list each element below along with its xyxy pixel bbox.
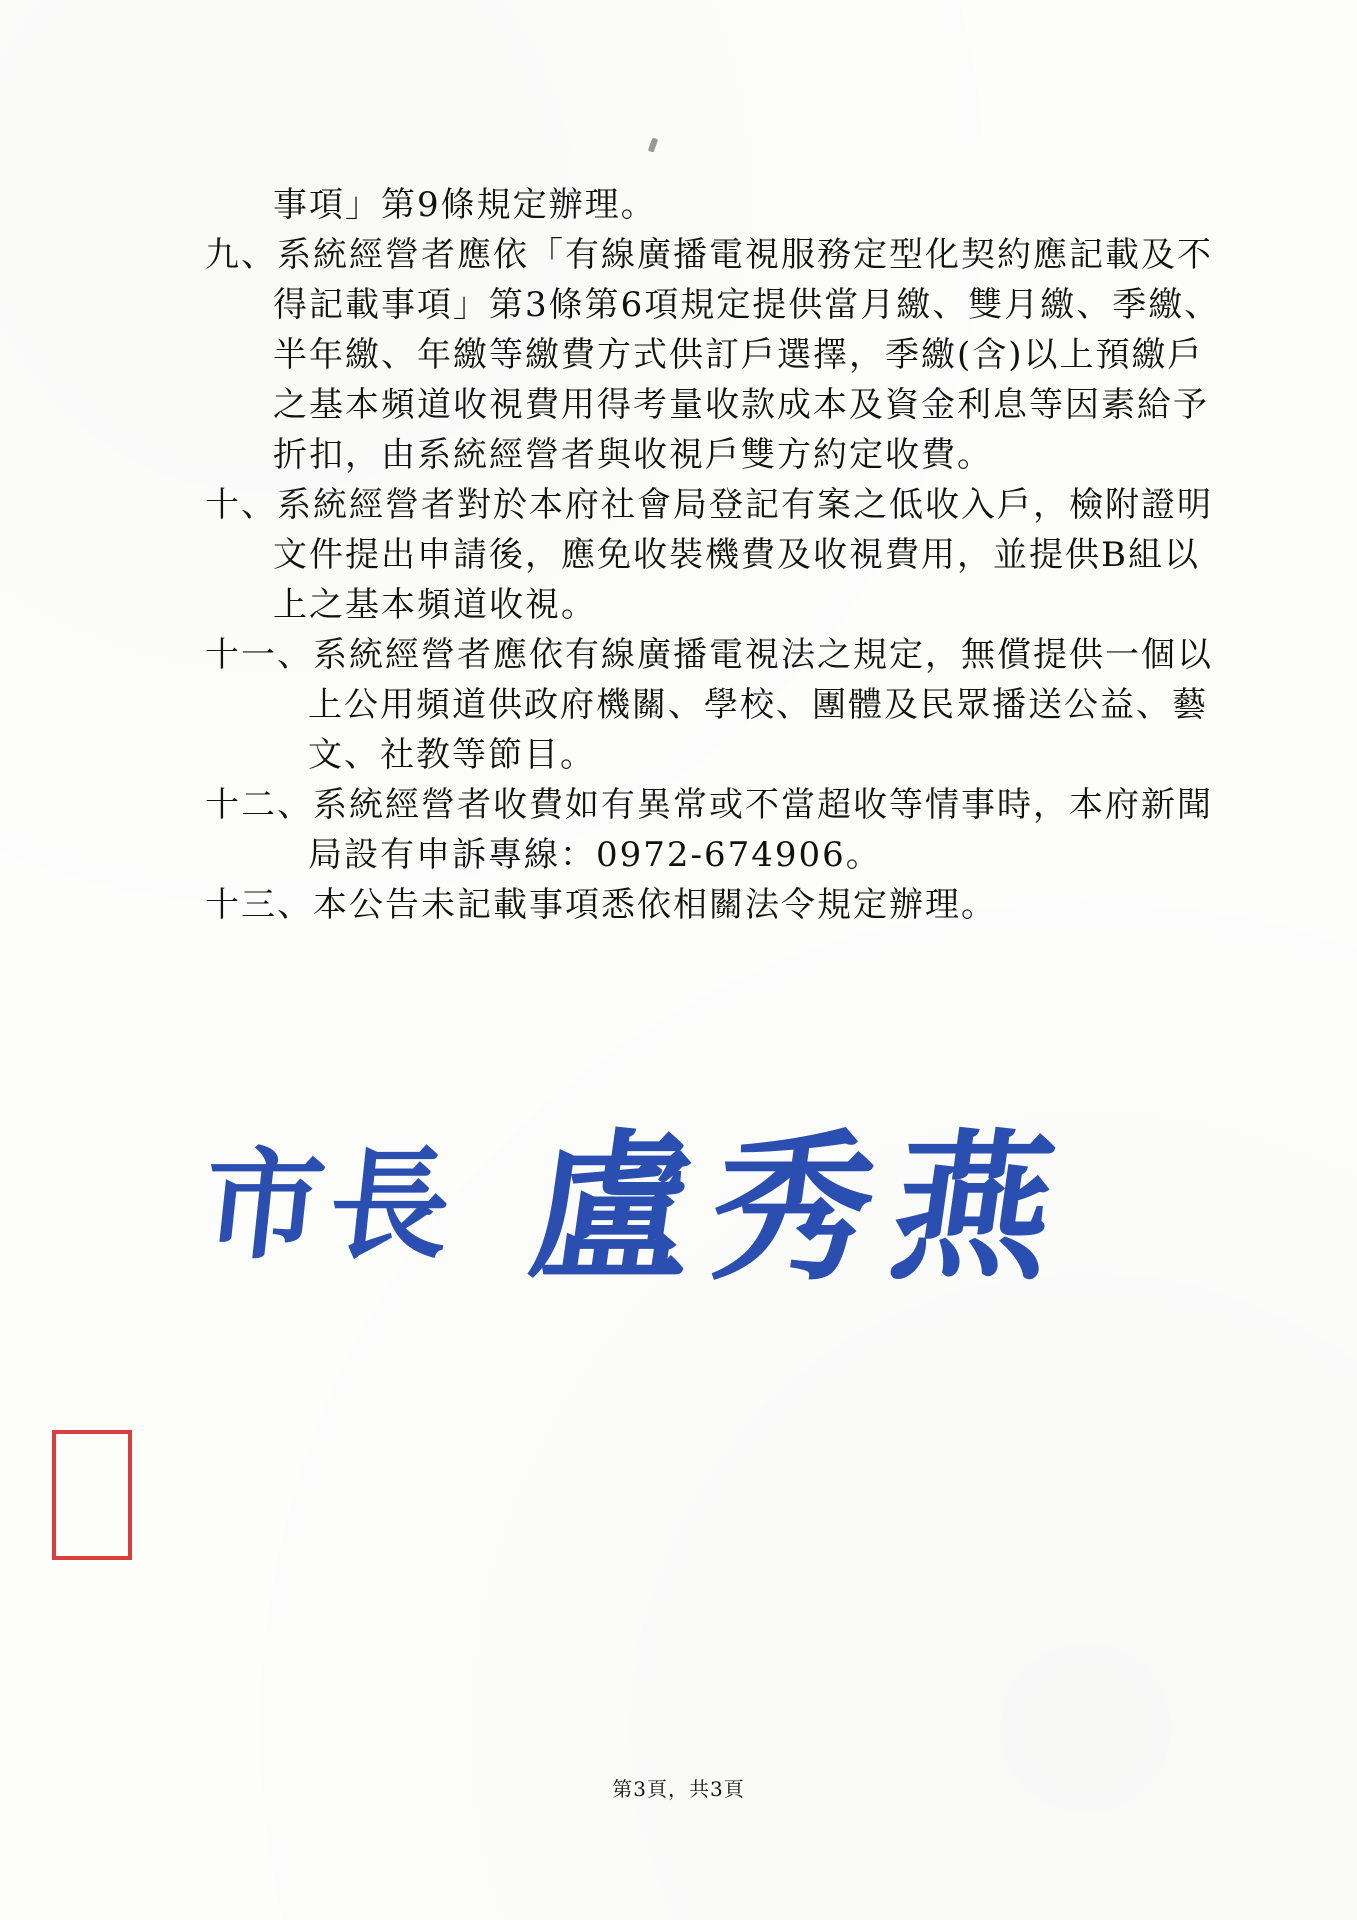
item-12 — [205, 780, 1213, 880]
item-line: 十二、系統經營者收費如有異常或不當超收等情事時，本府新聞 — [205, 785, 1213, 825]
item-line: 局設有申訴專線：0972-674906。 — [308, 835, 882, 875]
mayor-signature — [196, 1080, 1105, 1302]
item-line: 折扣，由系統經營者與收視戶雙方約定收費。 — [273, 435, 993, 475]
continuation-line: 事項」第9條規定辦理。 — [273, 185, 657, 225]
item-line: 文、社教等節目。 — [308, 735, 596, 775]
item-line: 十三、本公告未記載事項悉依相關法令規定辦理。 — [205, 885, 997, 925]
page-number: 第3頁，共3頁 — [612, 1777, 745, 1801]
item-line: 十一、系統經營者應依有線廣播電視法之規定，無償提供一個以 — [205, 635, 1213, 675]
item-line: 上公用頻道供政府機關、學校、團體及民眾播送公益、藝 — [308, 685, 1208, 725]
item-13 — [205, 880, 1195, 930]
item-line: 十、系統經營者對於本府社會局登記有案之低收入戶，檢附證明 — [205, 485, 1213, 525]
item-line: 半年繳、年繳等繳費方式供訂戶選擇，季繳(含)以上預繳戶 — [273, 335, 1204, 375]
signature-name: 盧秀燕 — [519, 1114, 1087, 1302]
item-11 — [205, 630, 1213, 780]
scan-speck — [648, 137, 658, 152]
item-line: 九、系統經營者應依「有線廣播電視服務定型化契約應記載及不 — [205, 235, 1213, 275]
announcement-body — [205, 180, 1221, 930]
item-10 — [205, 480, 1213, 630]
item-line: 文件提出申請後，應免收裝機費及收視費用，並提供B組以 — [273, 535, 1200, 575]
item-9 — [205, 230, 1221, 480]
signature-title: 市長 — [196, 1135, 464, 1276]
item-line: 之基本頻道收視費用得考量收款成本及資金利息等因素給予 — [273, 385, 1209, 425]
item-line: 上之基本頻道收視。 — [273, 585, 597, 625]
item-line: 得記載事項」第3條第6項規定提供當月繳、雙月繳、季繳、 — [273, 285, 1221, 325]
official-seal-stamp — [52, 1430, 132, 1560]
